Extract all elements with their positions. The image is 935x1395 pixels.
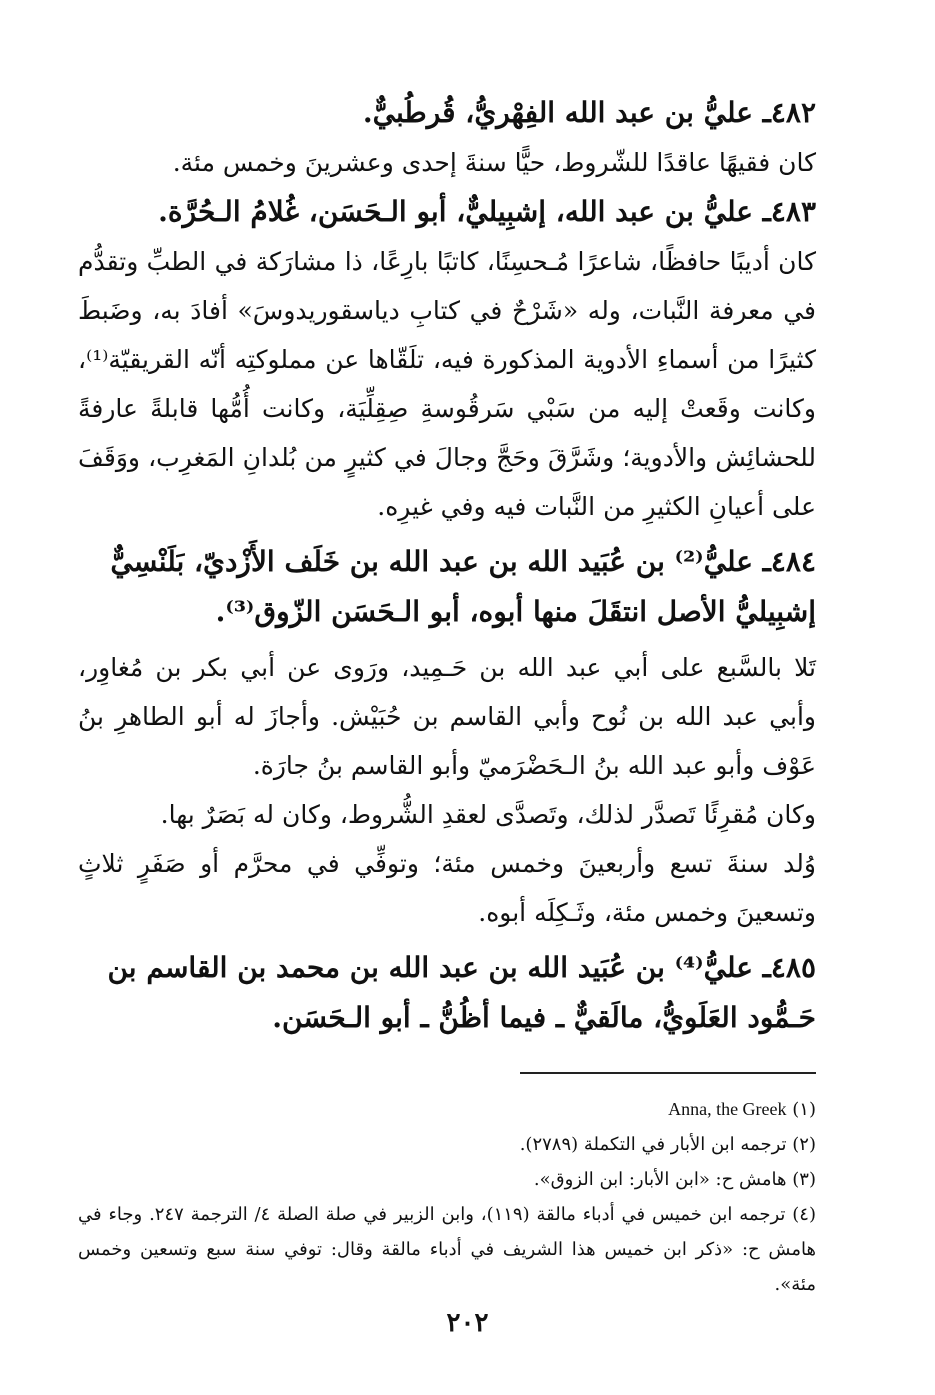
entry-paragraph: وكان مُقرِئًا تَصدَّر لذلك، وتَصدَّى لعقدِ الشُّروط، وكان له بَصَرٌ بها. (160, 800, 816, 829)
footnote-text: ترجمه ابن الأبار في التكملة (٢٧٨٩). (519, 1134, 787, 1155)
footnote-marker: (٣) (792, 1169, 816, 1190)
footnote-text: Anna, the Greek (668, 1099, 787, 1119)
entry-heading-482: ٤٨٢ـ عليُّ بن عبد الله الفِهْريُّ، قُرطُبيٌّ. (362, 96, 816, 129)
footnotes (78, 1092, 816, 1302)
entry-paragraph: كان أديبًا حافظًا، شاعرًا مُـحسِنًا، كاتبًا بارِعًا، ذا مشارَكة في الطبِّ وتقدُّم في معرفة النَّبات، وله «شَرْحٌ في كتابِ دياسقوريدوسَ» أفادَ به، وضَبطَ كثيرًا من أسماءِ الأدوية المذكورة فيه، تلَقّاها عن مملوكتِه أنّه القريقيّة⁽¹⁾، وكانت وقَعتْ إليه من سَبْي سَرقُوسةِ صِقِلِّيَة، وكانت أُمُّها قابلةً عارفةً للحشائِش والأدوية؛ وشَرَّقَ وحَجَّ وجالَ في كثيرٍ من بُلدانِ المَغرِب، ووَقَفَ على أعيانِ الكثيرِ من النَّبات فيه وفي غيرِه. (78, 247, 816, 521)
entry-heading-484: ٤٨٤ـ عليُّ⁽²⁾ بن عُبَيد الله بن عبد الله بن خَلَف الأَزْديّ، بَلَنْسِيٌّ إشبِيليُّ الأصل انتقَلَ منها أبوه، أبو الـحَسَن الزّوق⁽³⁾. (110, 545, 816, 628)
footnote-divider (520, 1072, 816, 1074)
footnote-2 (78, 1127, 816, 1162)
entry-paragraph: تَلا بالسَّبع على أبي عبد الله بن حَـمِيد، ورَوى عن أبي بكر بن مُغاوِر، وأبي عبد الله بن نُوح وأبي القاسم بن حُبَيْش. وأجازَ له أبو الطاهرِ بنُ عَوْف وأبو عبد الله بنُ الـحَضْرَميّ وأبو القاسم بنُ جارَة. (78, 653, 816, 780)
entry-heading-485: ٤٨٥ـ عليُّ⁽⁴⁾ بن عُبَيد الله بن عبد الله بن محمد بن القاسم بن حَـمُّود العَلَويُّ، مالَقيٌّ ـ فيما أظُنُّ ـ أبو الـحَسَن. (107, 951, 816, 1034)
footnote-marker: (١) (792, 1099, 816, 1120)
footnote-text: هامش ح: «ابن الأبار: ابن الزوق». (533, 1169, 787, 1190)
main-text (78, 88, 816, 1043)
footnote-1 (78, 1092, 816, 1127)
page-number: ٢٠٢ (446, 1308, 489, 1338)
footnote-marker: (٤) (792, 1204, 816, 1225)
entry-heading-483: ٤٨٣ـ عليُّ بن عبد الله، إشبِيليٌّ، أبو الـحَسَن، غُلامُ الـحُرَّة. (158, 195, 816, 228)
footnote-4 (78, 1197, 816, 1302)
entry-paragraph: وُلد سنةَ تسع وأربعينَ وخمس مئة؛ وتوفِّي في محرَّم أو صَفَرٍ ثلاثٍ وتسعينَ وخمس مئة، وثَـكِلَه أبوه. (78, 849, 816, 927)
footnote-marker: (٢) (792, 1134, 816, 1155)
footnote-3 (78, 1162, 816, 1197)
footnote-text: ترجمه ابن خميس في أدباء مالقة (١١٩)، وابن الزبير في صلة الصلة ٤/ الترجمة ٢٤٧. وجاء في هامش ح: «ذكر ابن خميس هذا الشريف في أدباء مالقة وقال: توفي سنة سبع وتسعين وخمس مئة». (78, 1204, 816, 1295)
entry-paragraph: كان فقيهًا عاقدًا للشّروط، حيًّا سنةَ إحدى وعشرينَ وخمس مئة. (172, 148, 816, 177)
